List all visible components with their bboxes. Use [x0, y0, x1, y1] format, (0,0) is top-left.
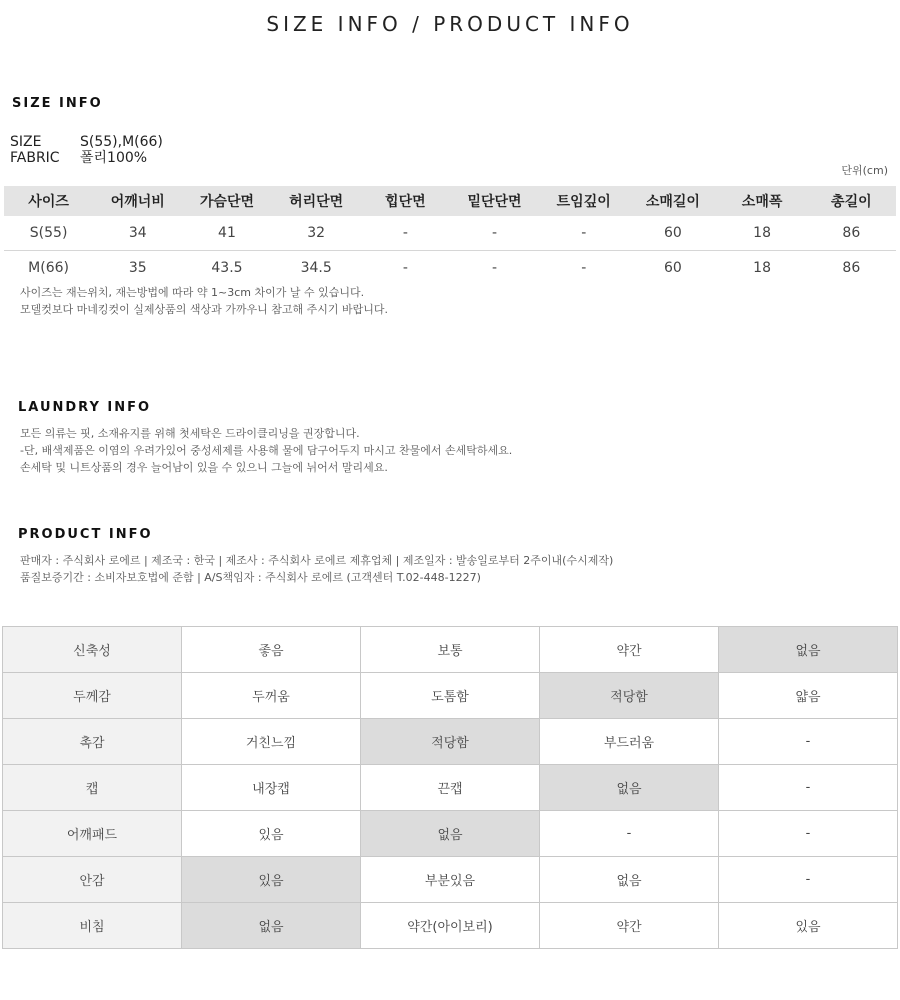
table-cell: - — [492, 260, 498, 276]
property-option-selected: 있음 — [182, 857, 361, 903]
property-option-selected: 없음 — [540, 765, 719, 811]
property-option: 있음 — [182, 811, 361, 857]
size-row — [10, 134, 163, 150]
table-cell: 18 — [718, 216, 807, 251]
table-cell: - — [581, 260, 587, 276]
column-header: 힙단면 — [361, 186, 450, 216]
size-table-header — [4, 186, 896, 216]
property-label: 촉감 — [3, 719, 182, 765]
table-cell: - — [361, 216, 450, 251]
laundry-notes — [20, 425, 512, 476]
table-cell: M(66) — [28, 260, 69, 276]
size-notes — [20, 284, 388, 318]
property-option: - — [719, 765, 898, 811]
property-option: 약간(아이보리) — [361, 903, 540, 949]
properties-table — [2, 626, 898, 949]
size-key: SIZE — [10, 134, 42, 150]
property-option: - — [719, 719, 898, 765]
table-row — [4, 216, 896, 251]
table-cell: - — [539, 216, 628, 251]
column-header: 소매폭 — [718, 186, 807, 216]
product-line: 품질보증기간 : 소비자보호법에 준함 | A/S책임자 : 주식회사 로에르 (고객센터 T.02-448-1227) — [20, 571, 481, 584]
table-cell: 43.5 — [211, 260, 243, 276]
table-cell: - — [450, 216, 539, 251]
property-row — [3, 765, 898, 811]
property-option: 없음 — [540, 857, 719, 903]
property-option-selected: 없음 — [361, 811, 540, 857]
property-option: 거친느낌 — [182, 719, 361, 765]
table-cell: 60 — [628, 216, 717, 251]
property-option: 있음 — [719, 903, 898, 949]
property-option-selected: 적당함 — [540, 673, 719, 719]
size-info-heading: SIZE INFO — [12, 96, 103, 111]
table-cell: 32 — [272, 216, 361, 251]
table-cell: 34 — [93, 216, 182, 251]
table-cell: 86 — [842, 260, 861, 276]
table-cell: S(55) — [4, 216, 93, 251]
property-row — [3, 857, 898, 903]
product-notes — [20, 552, 613, 586]
property-option-selected: 없음 — [182, 903, 361, 949]
product-line: 판매자 : 주식회사 로에르 | 제조국 : 한국 | 제조사 : 주식회사 로에르 제휴업체 | 제조일자 : 발송일로부터 2주이내(수시제작) — [20, 554, 614, 567]
column-header: 소매길이 — [628, 186, 717, 216]
table-cell: 86 — [807, 216, 896, 251]
column-header: 밑단단면 — [450, 186, 539, 216]
property-row — [3, 627, 898, 673]
fabric-row — [10, 150, 163, 166]
column-header: 트임깊이 — [539, 186, 628, 216]
table-cell: 41 — [182, 216, 271, 251]
table-row — [4, 251, 896, 286]
unit-label: 단위(cm) — [841, 164, 888, 177]
size-note: 모델컷보다 마네킹컷이 실제상품의 색상과 가까우니 참고해 주시기 바랍니다. — [20, 303, 389, 316]
property-label: 어깨패드 — [3, 811, 182, 857]
property-option: 좋음 — [182, 627, 361, 673]
property-option: 끈캡 — [361, 765, 540, 811]
property-option: 얇음 — [719, 673, 898, 719]
column-header: 어깨너비 — [93, 186, 182, 216]
fabric-key: FABRIC — [10, 150, 60, 166]
size-value: S(55),M(66) — [80, 134, 163, 150]
property-row — [3, 903, 898, 949]
column-header: 사이즈 — [4, 186, 93, 216]
property-option: - — [540, 811, 719, 857]
property-option-selected: 적당함 — [361, 719, 540, 765]
property-option: 도톰함 — [361, 673, 540, 719]
property-row — [3, 719, 898, 765]
table-cell: 18 — [753, 260, 771, 276]
spec-block — [10, 134, 163, 166]
property-option: 약간 — [540, 903, 719, 949]
property-label: 캡 — [3, 765, 182, 811]
property-option: 내장캡 — [182, 765, 361, 811]
property-row — [3, 673, 898, 719]
property-option: 부드러움 — [540, 719, 719, 765]
laundry-line: 모든 의류는 핏, 소재유지를 위해 첫세탁은 드라이클리닝을 권장합니다. — [20, 427, 360, 440]
property-label: 비침 — [3, 903, 182, 949]
size-table — [4, 186, 896, 285]
property-label: 안감 — [3, 857, 182, 903]
column-header: 가슴단면 — [182, 186, 271, 216]
property-option: - — [719, 811, 898, 857]
page-title: SIZE INFO / PRODUCT INFO — [266, 12, 634, 36]
column-header: 허리단면 — [272, 186, 361, 216]
table-cell: - — [402, 260, 408, 276]
laundry-info-heading: LAUNDRY INFO — [18, 400, 152, 415]
property-label: 신축성 — [3, 627, 182, 673]
property-option: 부분있음 — [361, 857, 540, 903]
property-label: 두께감 — [3, 673, 182, 719]
property-option: 보통 — [361, 627, 540, 673]
table-cell: 34.5 — [300, 260, 332, 276]
table-cell: 35 — [128, 260, 147, 276]
column-header: 총길이 — [807, 186, 896, 216]
fabric-value: 폴리100% — [80, 150, 148, 166]
property-option-selected: 없음 — [719, 627, 898, 673]
product-info-heading: PRODUCT INFO — [18, 527, 153, 542]
table-cell: 60 — [663, 260, 682, 276]
property-option: - — [719, 857, 898, 903]
laundry-line: -단, 배색제품은 이염의 우려가있어 중성세제를 사용해 물에 담구어두지 마시고 찬물에서 손세탁하세요. — [20, 444, 513, 457]
property-option: 약간 — [540, 627, 719, 673]
property-option: 두꺼움 — [182, 673, 361, 719]
property-row — [3, 811, 898, 857]
size-note: 사이즈는 재는위치, 재는방법에 따라 약 1~3cm 차이가 날 수 있습니다. — [20, 286, 365, 299]
laundry-line: 손세탁 및 니트상품의 경우 늘어남이 있을 수 있으니 그늘에 뉘어서 말리세요. — [20, 461, 388, 474]
